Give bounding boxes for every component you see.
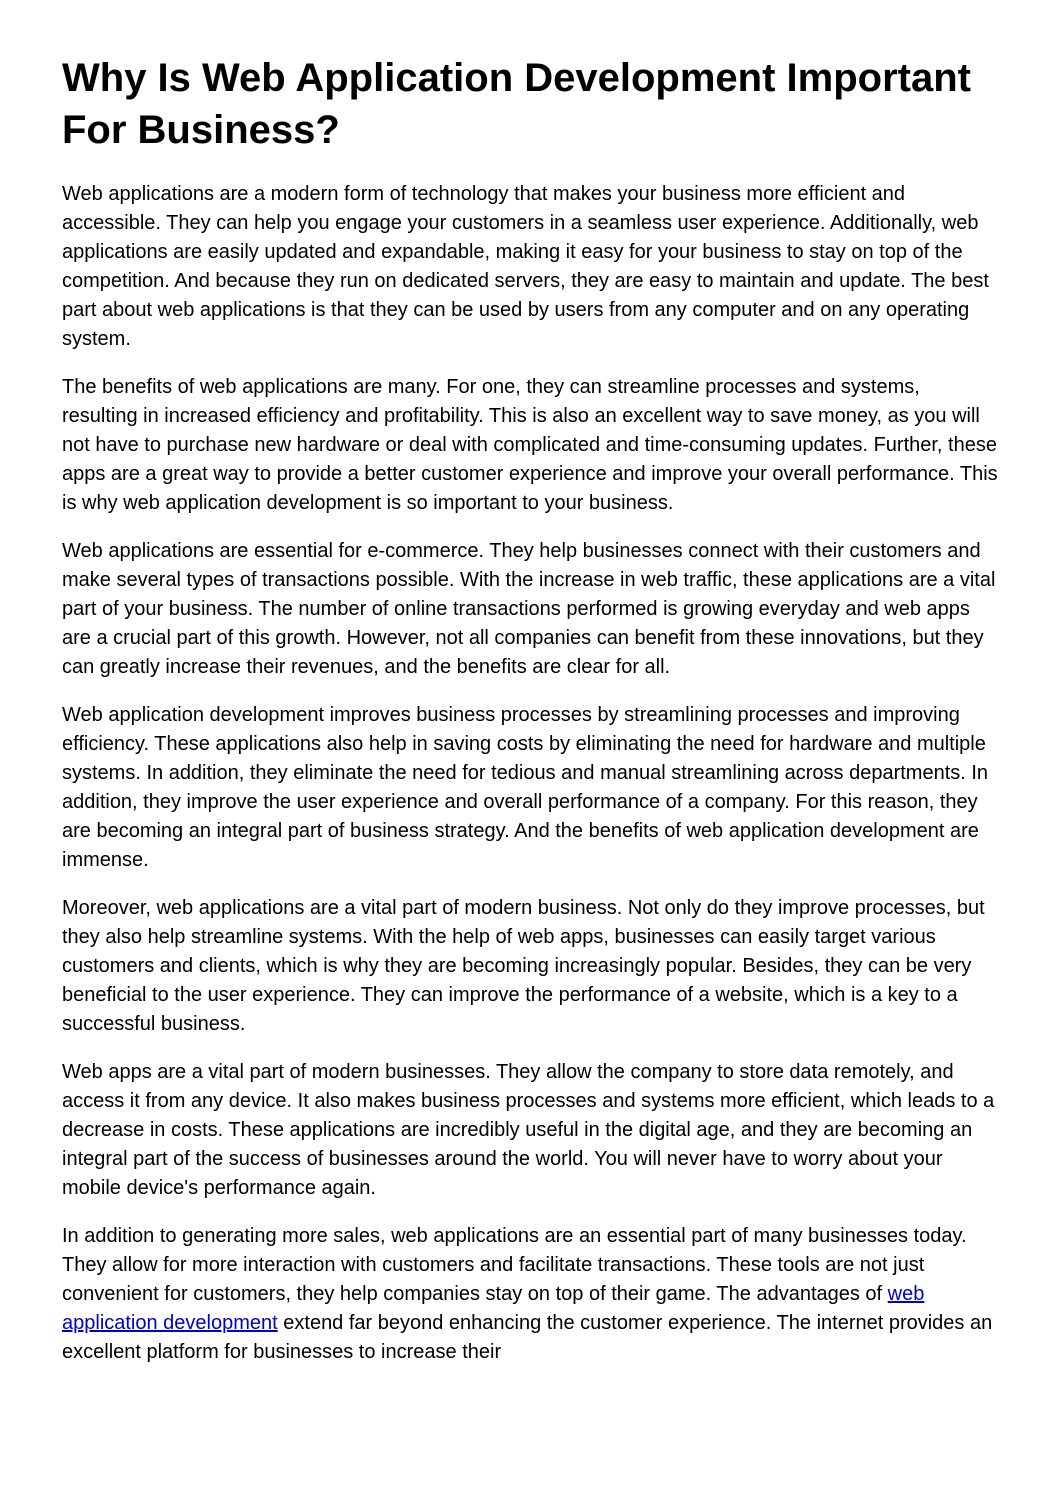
paragraph-1: Web applications are a modern form of technology that makes your business more efficient and accessible. They can help you engage your customers in a seamless user experience. Additionally, web applications are easily updated and expandable, making it easy for your business to stay on top of the competition. And because they run on dedicated servers, they are easy to maintain and update. The best part about web applications is that they can be used by users from any computer and on any operating system.: [62, 183, 989, 350]
paragraph-5: Moreover, web applications are a vital part of modern business. Not only do they improve processes, but they also help streamline systems. With the help of web apps, businesses can easily target various customers and clients, which is why they are becoming increasingly popular. Besides, they can be very beneficial to the user experience. They can improve the performance of a website, which is a key to a successful business.: [62, 897, 985, 1035]
paragraph-4: Web application development improves business processes by streamlining processes and improving efficiency. These applications also help in saving costs by eliminating the need for hardware and multiple systems. In addition, they eliminate the need for tedious and manual streamlining across departments. In addition, they improve the user experience and overall performance of a company. For this reason, they are becoming an integral part of business strategy. And the benefits of web application development are immense.: [62, 704, 989, 871]
paragraph-3: Web applications are essential for e-commerce. They help businesses connect with their customers and make several types of transactions possible. With the increase in web traffic, these applications are a vital part of your business. The number of online transactions performed is growing everyday and web apps are a crucial part of this growth. However, not all companies can benefit from these innovations, but they can greatly increase their revenues, and the benefits are clear for all.: [62, 540, 996, 678]
web-application-development-link[interactable]: web application development: [62, 1283, 925, 1334]
paragraph-2: The benefits of web applications are many. For one, they can streamline processes and systems, resulting in increased efficiency and profitability. This is also an excellent way to save money, as you will not have to purchase new hardware or deal with complicated and time-consuming updates. Further, these apps are a great way to provide a better customer experience and improve your overall performance. This is why web application development is so important to your business.: [62, 376, 998, 514]
page-title: Why Is Web Application Development Important For Business?: [62, 56, 971, 152]
document-page: [62, 52, 998, 1386]
paragraph-7: [62, 1222, 998, 1367]
paragraph-6: Web apps are a vital part of modern businesses. They allow the company to store data remotely, and access it from any device. It also makes business processes and systems more efficient, which leads to a decrease in costs. These applications are incredibly useful in the digital age, and they are becoming an integral part of the success of businesses around the world. You will never have to worry about your mobile device's performance again.: [62, 1061, 995, 1199]
paragraph-7-text-after-link: extend far beyond enhancing the customer experience. The internet provides an excellent platform for businesses to increase their: [62, 1312, 993, 1363]
paragraph-7-text-before-link: In addition to generating more sales, web applications are an essential part of many businesses today. They allow for more interaction with customers and facilitate transactions. These tools are not just convenient for customers, they help companies stay on top of their game. The advantages of: [62, 1225, 967, 1305]
